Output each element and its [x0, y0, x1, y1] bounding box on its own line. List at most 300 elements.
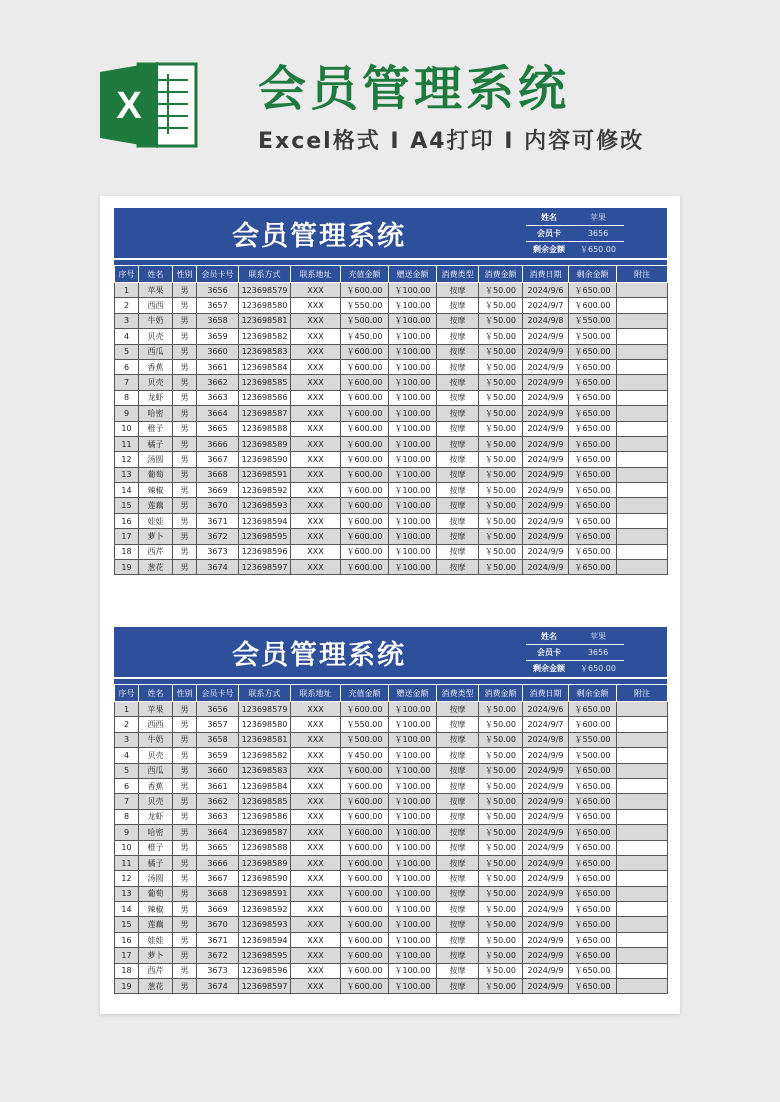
- summary-value[interactable]: 3656: [587, 648, 609, 657]
- table-cell[interactable]: 123698579: [239, 283, 291, 298]
- table-cell[interactable]: 3672: [197, 948, 239, 963]
- table-cell[interactable]: ￥50.00: [479, 329, 523, 344]
- table-cell[interactable]: ￥650.00: [569, 932, 617, 947]
- table-cell[interactable]: ￥50.00: [479, 313, 523, 328]
- table-cell[interactable]: 123698594: [239, 513, 291, 528]
- table-cell[interactable]: ￥650.00: [569, 390, 617, 405]
- table-cell[interactable]: 辣椒: [139, 483, 173, 498]
- table-cell[interactable]: [617, 483, 668, 498]
- table-cell[interactable]: 男: [173, 467, 197, 482]
- table-cell[interactable]: 123698597: [239, 979, 291, 994]
- table-cell[interactable]: ￥50.00: [479, 406, 523, 421]
- table-cell[interactable]: 按摩: [437, 809, 479, 824]
- table-cell[interactable]: ￥50.00: [479, 436, 523, 451]
- table-cell[interactable]: [617, 748, 668, 763]
- table-cell[interactable]: 汤圆: [139, 452, 173, 467]
- table-cell[interactable]: XXX: [291, 560, 341, 575]
- table-cell[interactable]: 葱花: [139, 979, 173, 994]
- table-cell[interactable]: [617, 544, 668, 559]
- table-cell[interactable]: 12: [115, 871, 139, 886]
- table-cell[interactable]: 西芹: [139, 963, 173, 978]
- table-cell[interactable]: 3663: [197, 809, 239, 824]
- table-cell[interactable]: 按摩: [437, 902, 479, 917]
- table-cell[interactable]: 16: [115, 513, 139, 528]
- table-cell[interactable]: 男: [173, 963, 197, 978]
- table-cell[interactable]: XXX: [291, 483, 341, 498]
- table-cell[interactable]: 贝壳: [139, 748, 173, 763]
- table-cell[interactable]: 123698593: [239, 917, 291, 932]
- table-cell[interactable]: 14: [115, 902, 139, 917]
- table-cell[interactable]: 3668: [197, 467, 239, 482]
- table-cell[interactable]: ￥50.00: [479, 840, 523, 855]
- table-cell[interactable]: 按摩: [437, 948, 479, 963]
- table-cell[interactable]: XXX: [291, 359, 341, 374]
- table-cell[interactable]: 萝卜: [139, 529, 173, 544]
- table-cell[interactable]: XXX: [291, 344, 341, 359]
- table-cell[interactable]: 3656: [197, 283, 239, 298]
- table-cell[interactable]: 123698585: [239, 375, 291, 390]
- table-cell[interactable]: 男: [173, 702, 197, 717]
- table-cell[interactable]: ￥50.00: [479, 732, 523, 747]
- table-cell[interactable]: XXX: [291, 840, 341, 855]
- summary-value[interactable]: 3656: [587, 229, 609, 238]
- table-cell[interactable]: ￥600.00: [341, 560, 389, 575]
- table-cell[interactable]: ￥600.00: [341, 390, 389, 405]
- table-cell[interactable]: [617, 917, 668, 932]
- table-cell[interactable]: ￥600.00: [341, 763, 389, 778]
- table-cell[interactable]: [617, 467, 668, 482]
- table-cell[interactable]: [617, 329, 668, 344]
- table-cell[interactable]: ￥100.00: [389, 283, 437, 298]
- table-cell[interactable]: 龙虾: [139, 390, 173, 405]
- table-cell[interactable]: ￥50.00: [479, 344, 523, 359]
- table-cell[interactable]: 2024/9/9: [523, 529, 569, 544]
- summary-value[interactable]: 苹果: [590, 213, 606, 222]
- table-cell[interactable]: 7: [115, 375, 139, 390]
- table-cell[interactable]: XXX: [291, 763, 341, 778]
- table-cell[interactable]: 19: [115, 560, 139, 575]
- table-cell[interactable]: XXX: [291, 855, 341, 870]
- table-cell[interactable]: ￥650.00: [569, 979, 617, 994]
- table-cell[interactable]: 男: [173, 283, 197, 298]
- table-cell[interactable]: ￥50.00: [479, 825, 523, 840]
- table-cell[interactable]: ￥600.00: [341, 436, 389, 451]
- table-cell[interactable]: 2024/9/9: [523, 871, 569, 886]
- table-cell[interactable]: 5: [115, 344, 139, 359]
- table-cell[interactable]: ￥600.00: [341, 840, 389, 855]
- table-cell[interactable]: 西西: [139, 298, 173, 313]
- table-cell[interactable]: 3659: [197, 748, 239, 763]
- table-cell[interactable]: 3672: [197, 529, 239, 544]
- table-cell[interactable]: ￥450.00: [341, 329, 389, 344]
- table-cell[interactable]: 8: [115, 809, 139, 824]
- table-cell[interactable]: XXX: [291, 498, 341, 513]
- table-cell[interactable]: 13: [115, 886, 139, 901]
- table-cell[interactable]: ￥50.00: [479, 452, 523, 467]
- table-cell[interactable]: ￥650.00: [569, 763, 617, 778]
- table-cell[interactable]: ￥100.00: [389, 902, 437, 917]
- table-cell[interactable]: 按摩: [437, 329, 479, 344]
- table-cell[interactable]: 男: [173, 298, 197, 313]
- table-cell[interactable]: 按摩: [437, 855, 479, 870]
- table-cell[interactable]: 牛奶: [139, 313, 173, 328]
- table-cell[interactable]: 123698582: [239, 329, 291, 344]
- table-cell[interactable]: 3: [115, 313, 139, 328]
- table-cell[interactable]: 莲藕: [139, 917, 173, 932]
- table-cell[interactable]: ￥100.00: [389, 313, 437, 328]
- table-cell[interactable]: 3660: [197, 344, 239, 359]
- table-cell[interactable]: ￥100.00: [389, 436, 437, 451]
- table-cell[interactable]: ￥100.00: [389, 763, 437, 778]
- table-cell[interactable]: [617, 932, 668, 947]
- table-cell[interactable]: 男: [173, 390, 197, 405]
- table-cell[interactable]: ￥50.00: [479, 948, 523, 963]
- table-cell[interactable]: 123698590: [239, 452, 291, 467]
- table-cell[interactable]: 3665: [197, 421, 239, 436]
- table-cell[interactable]: ￥50.00: [479, 390, 523, 405]
- table-cell[interactable]: [617, 498, 668, 513]
- table-cell[interactable]: 17: [115, 948, 139, 963]
- table-cell[interactable]: 男: [173, 902, 197, 917]
- table-cell[interactable]: ￥600.00: [341, 513, 389, 528]
- table-cell[interactable]: 按摩: [437, 283, 479, 298]
- table-cell[interactable]: 男: [173, 375, 197, 390]
- table-cell[interactable]: ￥50.00: [479, 702, 523, 717]
- table-cell[interactable]: ￥500.00: [341, 732, 389, 747]
- table-cell[interactable]: 123698593: [239, 498, 291, 513]
- table-cell[interactable]: ￥650.00: [569, 794, 617, 809]
- table-cell[interactable]: 2024/9/9: [523, 778, 569, 793]
- table-cell[interactable]: ￥50.00: [479, 560, 523, 575]
- table-cell[interactable]: [617, 375, 668, 390]
- table-cell[interactable]: 西西: [139, 717, 173, 732]
- table-cell[interactable]: 按摩: [437, 732, 479, 747]
- table-cell[interactable]: 123698594: [239, 932, 291, 947]
- table-cell[interactable]: ￥50.00: [479, 748, 523, 763]
- table-cell[interactable]: 123698592: [239, 483, 291, 498]
- table-cell[interactable]: ￥600.00: [341, 283, 389, 298]
- table-cell[interactable]: ￥100.00: [389, 886, 437, 901]
- table-cell[interactable]: 2024/9/9: [523, 855, 569, 870]
- table-cell[interactable]: 3658: [197, 732, 239, 747]
- table-cell[interactable]: ￥600.00: [341, 932, 389, 947]
- table-cell[interactable]: ￥600.00: [341, 778, 389, 793]
- table-cell[interactable]: ￥600.00: [341, 902, 389, 917]
- table-cell[interactable]: XXX: [291, 748, 341, 763]
- table-cell[interactable]: 2024/9/9: [523, 513, 569, 528]
- table-cell[interactable]: 123698583: [239, 763, 291, 778]
- table-cell[interactable]: 按摩: [437, 467, 479, 482]
- table-cell[interactable]: 123698588: [239, 421, 291, 436]
- table-cell[interactable]: ￥650.00: [569, 886, 617, 901]
- table-cell[interactable]: 男: [173, 917, 197, 932]
- table-cell[interactable]: 橘子: [139, 436, 173, 451]
- table-cell[interactable]: 3657: [197, 717, 239, 732]
- table-cell[interactable]: [617, 359, 668, 374]
- table-cell[interactable]: ￥650.00: [569, 825, 617, 840]
- table-cell[interactable]: 哈密: [139, 406, 173, 421]
- table-cell[interactable]: [617, 825, 668, 840]
- table-cell[interactable]: 2024/9/9: [523, 498, 569, 513]
- table-cell[interactable]: ￥600.00: [341, 917, 389, 932]
- table-cell[interactable]: 3656: [197, 702, 239, 717]
- table-cell[interactable]: ￥600.00: [341, 855, 389, 870]
- table-cell[interactable]: ￥50.00: [479, 763, 523, 778]
- table-cell[interactable]: ￥50.00: [479, 483, 523, 498]
- table-cell[interactable]: 3671: [197, 932, 239, 947]
- table-cell[interactable]: XXX: [291, 529, 341, 544]
- table-cell[interactable]: XXX: [291, 794, 341, 809]
- table-cell[interactable]: XXX: [291, 406, 341, 421]
- table-cell[interactable]: XXX: [291, 513, 341, 528]
- table-cell[interactable]: 2024/9/9: [523, 329, 569, 344]
- table-cell[interactable]: ￥100.00: [389, 948, 437, 963]
- table-cell[interactable]: ￥600.00: [341, 702, 389, 717]
- table-cell[interactable]: [617, 717, 668, 732]
- table-cell[interactable]: 2024/9/9: [523, 748, 569, 763]
- table-cell[interactable]: ￥50.00: [479, 513, 523, 528]
- table-cell[interactable]: ￥100.00: [389, 932, 437, 947]
- table-cell[interactable]: ￥100.00: [389, 467, 437, 482]
- table-cell[interactable]: ￥650.00: [569, 855, 617, 870]
- summary-value[interactable]: 苹果: [590, 632, 606, 641]
- table-cell[interactable]: 10: [115, 840, 139, 855]
- table-cell[interactable]: 按摩: [437, 483, 479, 498]
- table-cell[interactable]: 哈密: [139, 825, 173, 840]
- table-cell[interactable]: ￥650.00: [569, 406, 617, 421]
- table-cell[interactable]: 18: [115, 963, 139, 978]
- table-cell[interactable]: 按摩: [437, 359, 479, 374]
- table-cell[interactable]: 贝壳: [139, 794, 173, 809]
- table-cell[interactable]: ￥50.00: [479, 529, 523, 544]
- table-cell[interactable]: XXX: [291, 778, 341, 793]
- table-cell[interactable]: 15: [115, 917, 139, 932]
- table-cell[interactable]: ￥50.00: [479, 794, 523, 809]
- table-cell[interactable]: ￥50.00: [479, 283, 523, 298]
- table-cell[interactable]: 13: [115, 467, 139, 482]
- table-cell[interactable]: 2024/9/9: [523, 917, 569, 932]
- table-cell[interactable]: 男: [173, 763, 197, 778]
- table-cell[interactable]: ￥50.00: [479, 886, 523, 901]
- table-cell[interactable]: ￥50.00: [479, 298, 523, 313]
- table-cell[interactable]: 2024/9/9: [523, 963, 569, 978]
- table-cell[interactable]: 汤圆: [139, 871, 173, 886]
- table-cell[interactable]: ￥100.00: [389, 452, 437, 467]
- table-cell[interactable]: 男: [173, 855, 197, 870]
- table-cell[interactable]: ￥50.00: [479, 467, 523, 482]
- table-cell[interactable]: ￥100.00: [389, 390, 437, 405]
- table-cell[interactable]: 12: [115, 452, 139, 467]
- table-cell[interactable]: 按摩: [437, 406, 479, 421]
- table-cell[interactable]: 123698580: [239, 298, 291, 313]
- table-cell[interactable]: ￥600.00: [341, 452, 389, 467]
- table-cell[interactable]: ￥50.00: [479, 917, 523, 932]
- table-cell[interactable]: ￥600.00: [341, 825, 389, 840]
- table-cell[interactable]: ￥50.00: [479, 932, 523, 947]
- table-cell[interactable]: XXX: [291, 436, 341, 451]
- table-cell[interactable]: 按摩: [437, 498, 479, 513]
- table-cell[interactable]: ￥650.00: [569, 871, 617, 886]
- table-cell[interactable]: 2024/9/9: [523, 932, 569, 947]
- table-cell[interactable]: 苹果: [139, 702, 173, 717]
- table-cell[interactable]: ￥550.00: [569, 732, 617, 747]
- table-cell[interactable]: 3663: [197, 390, 239, 405]
- table-cell[interactable]: [617, 763, 668, 778]
- table-cell[interactable]: 按摩: [437, 344, 479, 359]
- table-cell[interactable]: ￥100.00: [389, 344, 437, 359]
- table-cell[interactable]: ￥50.00: [479, 871, 523, 886]
- table-cell[interactable]: 3660: [197, 763, 239, 778]
- table-cell[interactable]: 按摩: [437, 794, 479, 809]
- table-cell[interactable]: XXX: [291, 298, 341, 313]
- table-cell[interactable]: XXX: [291, 902, 341, 917]
- table-cell[interactable]: ￥650.00: [569, 702, 617, 717]
- table-cell[interactable]: 3664: [197, 825, 239, 840]
- table-cell[interactable]: 3673: [197, 544, 239, 559]
- table-cell[interactable]: XXX: [291, 313, 341, 328]
- table-cell[interactable]: 男: [173, 560, 197, 575]
- table-cell[interactable]: 7: [115, 794, 139, 809]
- table-cell[interactable]: 123698597: [239, 560, 291, 575]
- table-cell[interactable]: 2024/9/9: [523, 359, 569, 374]
- table-cell[interactable]: 123698585: [239, 794, 291, 809]
- table-cell[interactable]: 男: [173, 886, 197, 901]
- table-cell[interactable]: 按摩: [437, 702, 479, 717]
- table-cell[interactable]: [617, 406, 668, 421]
- table-cell[interactable]: 男: [173, 359, 197, 374]
- table-cell[interactable]: [617, 436, 668, 451]
- table-cell[interactable]: 男: [173, 825, 197, 840]
- table-cell[interactable]: 3667: [197, 452, 239, 467]
- table-cell[interactable]: 按摩: [437, 979, 479, 994]
- table-cell[interactable]: ￥50.00: [479, 979, 523, 994]
- table-cell[interactable]: 2024/9/6: [523, 283, 569, 298]
- table-cell[interactable]: 9: [115, 406, 139, 421]
- table-cell[interactable]: 2024/9/9: [523, 886, 569, 901]
- table-cell[interactable]: 按摩: [437, 452, 479, 467]
- table-cell[interactable]: ￥100.00: [389, 298, 437, 313]
- table-cell[interactable]: ￥650.00: [569, 283, 617, 298]
- table-cell[interactable]: 葡萄: [139, 886, 173, 901]
- table-cell[interactable]: ￥50.00: [479, 778, 523, 793]
- table-cell[interactable]: 11: [115, 436, 139, 451]
- table-cell[interactable]: 按摩: [437, 763, 479, 778]
- table-cell[interactable]: XXX: [291, 979, 341, 994]
- table-cell[interactable]: 橘子: [139, 855, 173, 870]
- table-cell[interactable]: XXX: [291, 375, 341, 390]
- table-cell[interactable]: 123698582: [239, 748, 291, 763]
- table-cell[interactable]: 6: [115, 778, 139, 793]
- table-cell[interactable]: 娃娃: [139, 513, 173, 528]
- table-cell[interactable]: 按摩: [437, 375, 479, 390]
- table-cell[interactable]: ￥650.00: [569, 513, 617, 528]
- table-cell[interactable]: 按摩: [437, 963, 479, 978]
- table-cell[interactable]: 123698584: [239, 359, 291, 374]
- table-cell[interactable]: XXX: [291, 871, 341, 886]
- table-cell[interactable]: ￥100.00: [389, 702, 437, 717]
- table-cell[interactable]: [617, 732, 668, 747]
- table-cell[interactable]: ￥650.00: [569, 467, 617, 482]
- table-cell[interactable]: 3665: [197, 840, 239, 855]
- table-cell[interactable]: 2024/9/9: [523, 840, 569, 855]
- table-cell[interactable]: XXX: [291, 390, 341, 405]
- table-cell[interactable]: ￥600.00: [341, 529, 389, 544]
- table-cell[interactable]: ￥650.00: [569, 948, 617, 963]
- table-cell[interactable]: XXX: [291, 963, 341, 978]
- table-cell[interactable]: [617, 513, 668, 528]
- table-cell[interactable]: 123698583: [239, 344, 291, 359]
- table-cell[interactable]: XXX: [291, 917, 341, 932]
- table-cell[interactable]: XXX: [291, 452, 341, 467]
- table-cell[interactable]: 1: [115, 702, 139, 717]
- table-cell[interactable]: [617, 809, 668, 824]
- table-cell[interactable]: 2024/9/9: [523, 809, 569, 824]
- table-cell[interactable]: 辣椒: [139, 902, 173, 917]
- table-cell[interactable]: ￥50.00: [479, 421, 523, 436]
- table-cell[interactable]: 按摩: [437, 298, 479, 313]
- table-cell[interactable]: 男: [173, 344, 197, 359]
- table-cell[interactable]: 123698581: [239, 313, 291, 328]
- table-cell[interactable]: 3662: [197, 794, 239, 809]
- table-cell[interactable]: 牛奶: [139, 732, 173, 747]
- table-cell[interactable]: ￥50.00: [479, 498, 523, 513]
- table-cell[interactable]: 男: [173, 313, 197, 328]
- table-cell[interactable]: 3674: [197, 560, 239, 575]
- table-cell[interactable]: 1: [115, 283, 139, 298]
- table-cell[interactable]: [617, 963, 668, 978]
- table-cell[interactable]: ￥50.00: [479, 902, 523, 917]
- table-cell[interactable]: 11: [115, 855, 139, 870]
- table-cell[interactable]: ￥650.00: [569, 963, 617, 978]
- table-cell[interactable]: 3671: [197, 513, 239, 528]
- table-cell[interactable]: 按摩: [437, 513, 479, 528]
- table-cell[interactable]: 按摩: [437, 560, 479, 575]
- table-cell[interactable]: 男: [173, 452, 197, 467]
- summary-value[interactable]: ￥650.00: [580, 664, 616, 673]
- table-cell[interactable]: [617, 902, 668, 917]
- table-cell[interactable]: 3669: [197, 483, 239, 498]
- table-cell[interactable]: 男: [173, 436, 197, 451]
- table-cell[interactable]: 男: [173, 778, 197, 793]
- table-cell[interactable]: 123698589: [239, 855, 291, 870]
- table-cell[interactable]: ￥100.00: [389, 421, 437, 436]
- table-cell[interactable]: ￥100.00: [389, 717, 437, 732]
- table-cell[interactable]: 按摩: [437, 917, 479, 932]
- table-cell[interactable]: 2024/9/9: [523, 421, 569, 436]
- table-cell[interactable]: 萝卜: [139, 948, 173, 963]
- table-cell[interactable]: ￥50.00: [479, 544, 523, 559]
- table-cell[interactable]: XXX: [291, 329, 341, 344]
- table-cell[interactable]: 3669: [197, 902, 239, 917]
- table-cell[interactable]: ￥600.00: [341, 421, 389, 436]
- table-cell[interactable]: [617, 298, 668, 313]
- summary-value[interactable]: ￥650.00: [580, 245, 616, 254]
- table-cell[interactable]: 123698588: [239, 840, 291, 855]
- table-cell[interactable]: ￥100.00: [389, 498, 437, 513]
- table-cell[interactable]: 2024/9/9: [523, 390, 569, 405]
- table-cell[interactable]: XXX: [291, 421, 341, 436]
- table-cell[interactable]: 男: [173, 329, 197, 344]
- table-cell[interactable]: ￥650.00: [569, 902, 617, 917]
- table-cell[interactable]: [617, 871, 668, 886]
- table-cell[interactable]: ￥550.00: [341, 298, 389, 313]
- table-cell[interactable]: ￥650.00: [569, 560, 617, 575]
- table-cell[interactable]: ￥600.00: [341, 963, 389, 978]
- table-cell[interactable]: 3661: [197, 359, 239, 374]
- table-cell[interactable]: ￥50.00: [479, 717, 523, 732]
- table-cell[interactable]: 按摩: [437, 313, 479, 328]
- table-cell[interactable]: ￥600.00: [341, 483, 389, 498]
